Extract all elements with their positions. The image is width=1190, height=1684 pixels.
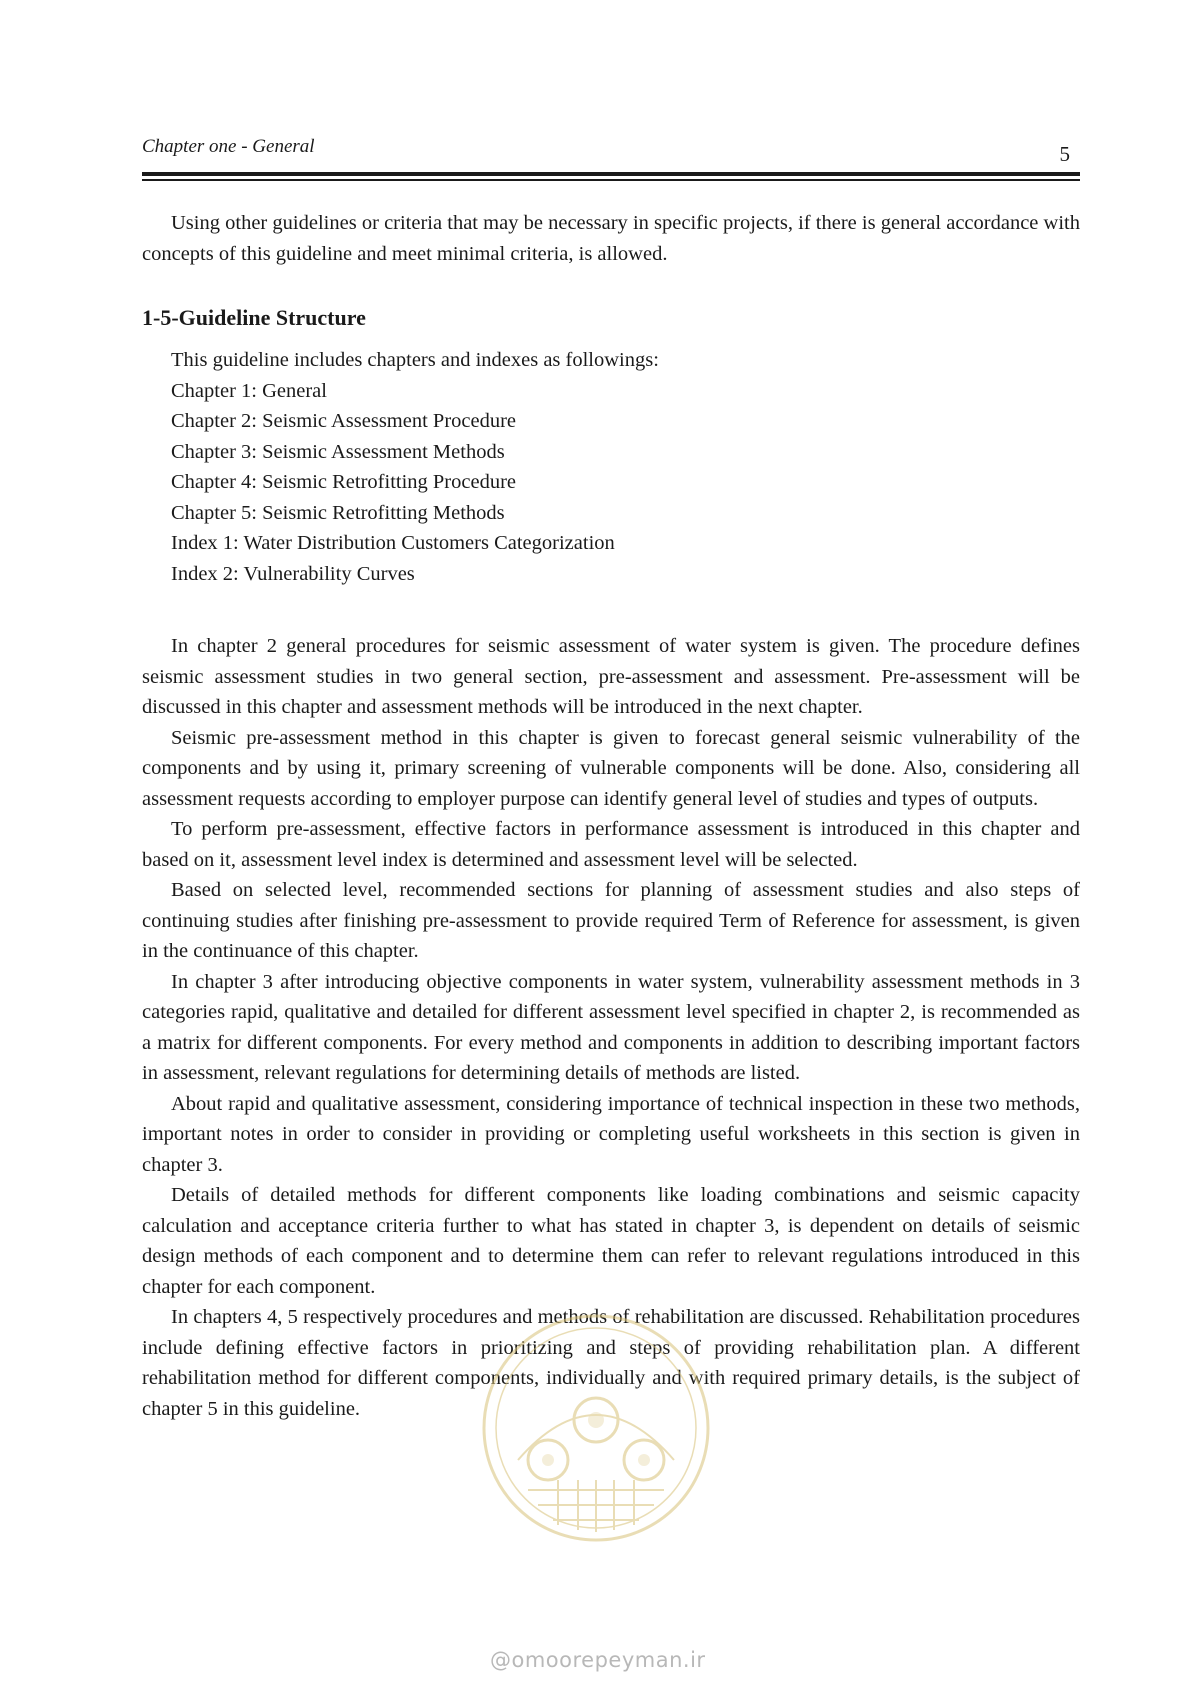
list-item: Chapter 5: Seismic Retrofitting Methods — [171, 501, 505, 524]
header-rule-thin — [142, 179, 1080, 181]
page-body — [142, 208, 1080, 1424]
intro-paragraph: Using other guidelines or criteria that may be necessary in specific projects, if there is general accordance with concepts of this guideline and meet minimal criteria, is allowed. — [142, 212, 1080, 265]
body-paragraphs — [142, 631, 1080, 1424]
list-item: Chapter 2: Seismic Assessment Procedure — [171, 410, 517, 432]
body-paragraph: In chapter 3 after introducing objective components in water system, vulnerability assessment methods in 3 categories rapid, qualitative and detailed for different assessment level specified in chapter 2, is recommended as a matrix for different components. For every method and components in addition to describing important factors in assessment, relevant regulations for determining details of methods are listed. — [142, 970, 1080, 1084]
list-item: Chapter 1: General — [171, 379, 327, 402]
body-paragraph: In chapter 2 general procedures for seismic assessment of water system is given. The procedure defines seismic assessment studies in two general section, pre-assessment and assessment. Pre-assessment will be discussed in this chapter and assessment methods will be introduced in the next chapter. — [142, 635, 1080, 718]
body-paragraph: Seismic pre-assessment method in this chapter is given to forecast general seismic vulnerability of the components and by using it, primary screening of vulnerable components will be done. Also, considering all assessment requests according to employer purpose can identify general level of studies and types of outputs. — [142, 726, 1080, 810]
watermark-url-text: @omoorepeyman.ir — [490, 1648, 706, 1672]
page-header — [142, 130, 1080, 178]
structure-list-intro: This guideline includes chapters and indexes as followings: — [171, 349, 659, 371]
body-paragraph: In chapters 4, 5 respectively procedures and methods of rehabilitation are discussed. Rehabilitation procedures include defining effective factors in prioritizing and steps of providing rehabilitation plan. A different rehabilitation method for different components, individually and with required primary details, is the subject of chapter 5 in this guideline. — [142, 1306, 1080, 1420]
body-paragraph: Details of detailed methods for different components like loading combinations and seismic capacity calculation and acceptance criteria further to what has stated in chapter 3, is dependent on details of seismic design methods of each component and to determine them can refer to relevant regulations introduced in this chapter for each component. — [142, 1184, 1080, 1298]
body-paragraph: Based on selected level, recommended sections for planning of assessment studies and also steps of continuing studies after finishing pre-assessment to provide required Term of Reference for assessment, is given in the continuance of this chapter. — [142, 879, 1080, 962]
list-item: Index 1: Water Distribution Customers Categorization — [171, 532, 615, 554]
body-paragraph: To perform pre-assessment, effective factors in performance assessment is introduced in this chapter and based on it, assessment level index is determined and assessment level will be selected. — [142, 818, 1080, 871]
header-rule-thick — [142, 172, 1080, 176]
running-header-title: Chapter one - General — [142, 136, 315, 157]
list-item: Chapter 4: Seismic Retrofitting Procedure — [171, 471, 517, 493]
body-paragraph: About rapid and qualitative assessment, considering importance of technical inspection in these two methods, important notes in order to consider in providing or completing useful worksheets in this section is given in chapter 3. — [142, 1092, 1080, 1176]
page-number: 5 — [1059, 142, 1070, 166]
structure-list — [142, 376, 1080, 590]
section-heading: 1-5-Guideline Structure — [142, 305, 366, 330]
list-item: Index 2: Vulnerability Curves — [171, 562, 415, 585]
list-item: Chapter 3: Seismic Assessment Methods — [171, 440, 505, 463]
